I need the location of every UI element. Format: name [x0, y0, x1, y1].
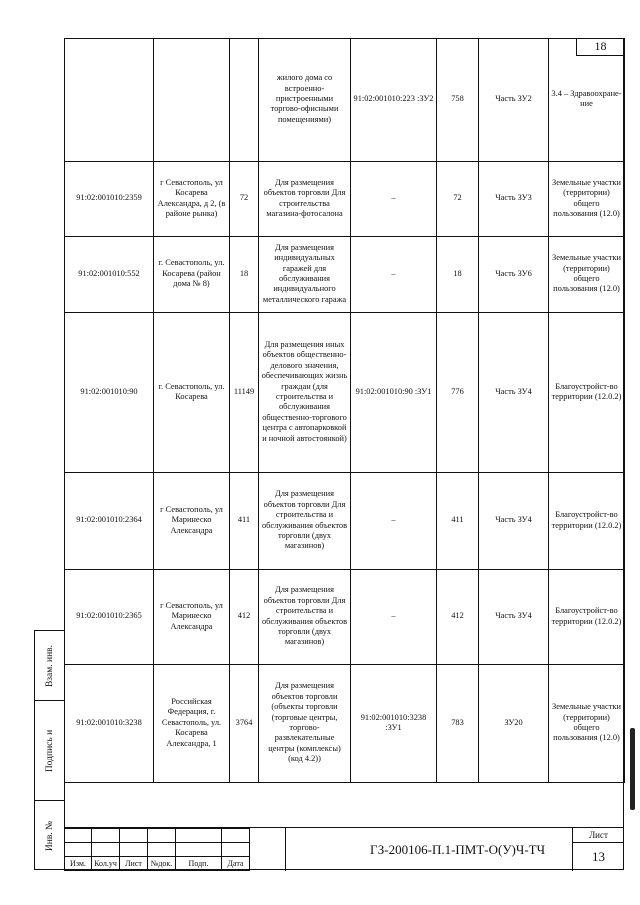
podpis-label: Подпись и	[44, 729, 55, 772]
plot-part-cell: ЗУ20	[479, 664, 549, 782]
address-cell: г. Севастополь, ул. Косарева	[154, 312, 230, 472]
page-number: 18	[594, 39, 607, 53]
purpose-cell: Для размещения объектов торговли (объекты торговли (торговые центры, торгово-развлекательные центры (комплексы) (код 4.2))	[259, 664, 351, 782]
area-cell: 11149	[230, 312, 259, 472]
inv-label: Инв. №	[44, 820, 55, 852]
table-row	[65, 161, 625, 236]
document-code-text: ГЗ-200106-П.1-ПМТ-О(У)Ч-ТЧ	[369, 841, 546, 857]
plot-area-cell: 758	[437, 38, 479, 161]
zone-cell: Благоустройст-во территории (12.0.2)	[549, 569, 625, 664]
table-row	[65, 472, 625, 569]
title-col-label: Лист	[120, 857, 148, 871]
title-col-label: №док.	[148, 857, 176, 871]
page-number-box	[576, 38, 624, 56]
cadastral-number-cell: 91:02:001010:2359	[65, 161, 154, 236]
cadastral-number-cell: 91:02:001010:90	[65, 312, 154, 472]
address-cell: г Севастополь, ул Маринеско Александра	[154, 569, 230, 664]
table-row	[65, 236, 625, 312]
plot-part-cell: Часть ЗУ4	[479, 569, 549, 664]
plot-part-cell: Часть ЗУ2	[479, 38, 549, 161]
land-plots-table	[64, 38, 625, 783]
scan-edge-mark	[630, 728, 635, 810]
plot-number-cell: 91:02:001010:90 :ЗУ1	[351, 312, 437, 472]
plot-area-cell: 412	[437, 569, 479, 664]
zone-cell: Земельные участки (территории) общего пользования (12.0)	[549, 161, 625, 236]
sheet-label: Лист	[573, 828, 624, 843]
plot-part-cell: Часть ЗУ3	[479, 161, 549, 236]
sheet-number: 13	[592, 849, 605, 864]
address-cell: г Севастополь, ул Маринеско Александра	[154, 472, 230, 569]
address-cell: г Севастополь, ул Косарева Александра, д 2, (в районе рынка)	[154, 161, 230, 236]
side-cell-podpis	[35, 701, 64, 801]
title-col-label: Дата	[222, 857, 250, 871]
plot-number-cell: 91:02:001010:223 :ЗУ2	[351, 38, 437, 161]
purpose-cell: Для размещения индивидуальных гаражей для обслуживания индивидуального металлического гаража	[259, 236, 351, 312]
cadastral-number-cell: 91:02:001010:552	[65, 236, 154, 312]
plot-area-cell: 72	[437, 161, 479, 236]
plot-number-cell: –	[351, 161, 437, 236]
sheet-cell	[572, 828, 624, 871]
table-row	[65, 312, 625, 472]
side-cell-vzam	[35, 631, 64, 701]
plot-area-cell: 776	[437, 312, 479, 472]
plot-part-cell: Часть ЗУ6	[479, 236, 549, 312]
plot-part-cell: Часть ЗУ4	[479, 312, 549, 472]
side-cell-inv	[35, 801, 64, 871]
zone-cell: Благоустройст-во территории (12.0.2)	[549, 472, 625, 569]
plot-area-cell: 18	[437, 236, 479, 312]
table-row	[65, 569, 625, 664]
plot-part-cell: Часть ЗУ4	[479, 472, 549, 569]
zone-cell: Благоустройст-во территории (12.0.2)	[549, 312, 625, 472]
zone-cell: Земельные участки (территории) общего пользования (12.0)	[549, 236, 625, 312]
zone-cell: 3.4 – Здравоохране-ние	[549, 38, 625, 161]
side-stamp	[34, 630, 64, 870]
address-cell: г. Севастополь, ул. Косарева (район дома № 8)	[154, 236, 230, 312]
area-cell: 18	[230, 236, 259, 312]
area-cell: 411	[230, 472, 259, 569]
purpose-cell: Для размещения иных объектов общественно-делового значения, обеспечивающих жизнь граждан (для строительства и обслуживания общественно-торгового центра с автопарковкой и ночной автостоянкой)	[259, 312, 351, 472]
plot-area-cell: 411	[437, 472, 479, 569]
zone-cell: Земельные участки (территории) общего пользования (12.0)	[549, 664, 625, 782]
vzam-label: Взам. инв.	[44, 644, 55, 687]
title-block	[64, 827, 624, 870]
area-cell	[230, 38, 259, 161]
area-cell: 3764	[230, 664, 259, 782]
revision-grid	[64, 828, 250, 871]
title-col-label: Подп.	[176, 857, 222, 871]
plot-number-cell: 91:02:001010:3238 :ЗУ1	[351, 664, 437, 782]
purpose-cell: Для размещения объектов торговли Для строительства и обслуживания объектов торговли (двух магазинов)	[259, 472, 351, 569]
cadastral-number-cell: 91:02:001010:2365	[65, 569, 154, 664]
title-col-label: Кол.уч	[92, 857, 120, 871]
plot-area-cell: 783	[437, 664, 479, 782]
area-cell: 72	[230, 161, 259, 236]
purpose-cell: Для размещения объектов торговли Для строительства и обслуживания объектов торговли (двух магазинов)	[259, 569, 351, 664]
area-cell: 412	[230, 569, 259, 664]
cadastral-number-cell: 91:02:001010:3238	[65, 664, 154, 782]
table-row	[65, 664, 625, 782]
plot-number-cell: –	[351, 472, 437, 569]
plot-number-cell: –	[351, 569, 437, 664]
plot-number-cell: –	[351, 236, 437, 312]
address-cell: Российская Федерация, г. Севастополь, ул. Косарева Александра, 1	[154, 664, 230, 782]
table-row	[65, 38, 625, 161]
title-col-label: Изм.	[65, 857, 92, 871]
address-cell	[154, 38, 230, 161]
cadastral-number-cell: 91:02:001010:2364	[65, 472, 154, 569]
purpose-cell: Для размещения объектов торговли Для строительства магазина-фотосалона	[259, 161, 351, 236]
cadastral-number-cell	[65, 38, 154, 161]
purpose-cell: жилого дома со встроенно-пристроенными торгово-офисными помещениями)	[259, 38, 351, 161]
